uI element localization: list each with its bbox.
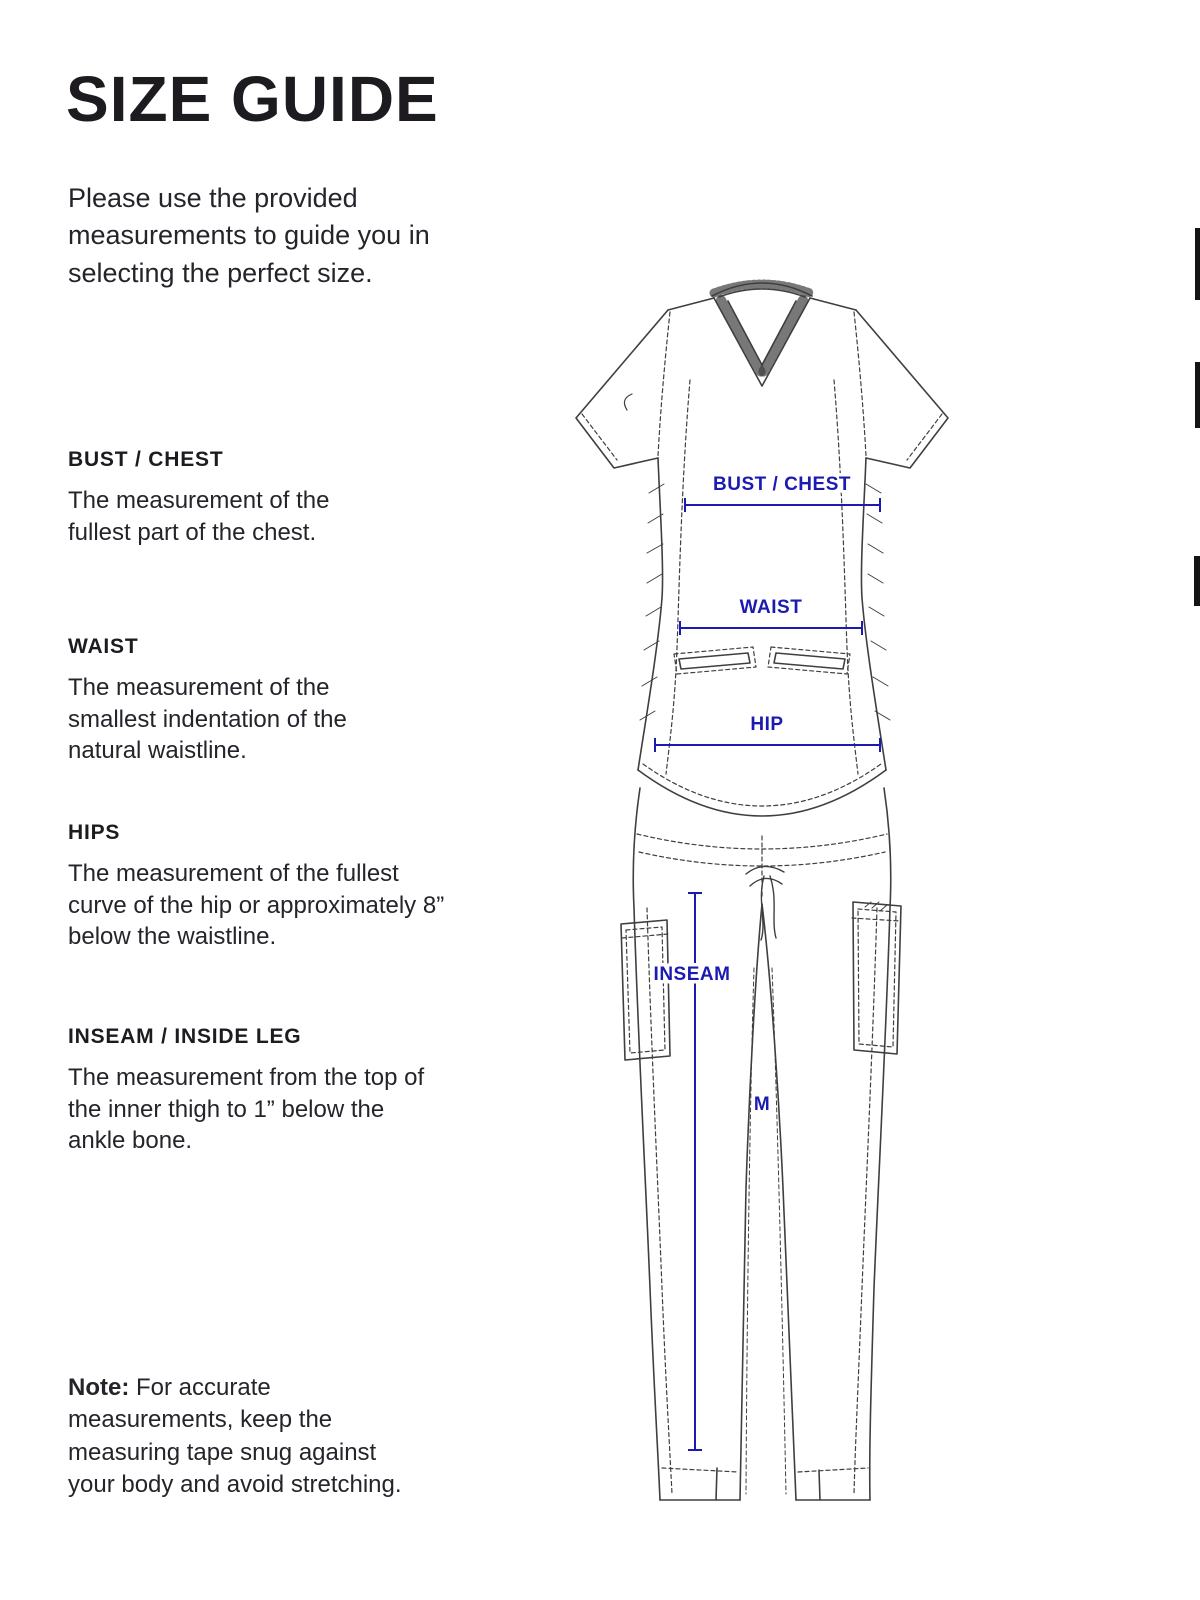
cargo-pocket-right-flap [852, 918, 900, 921]
section-description-bust: The measurement of the fullest part of the chest. [68, 487, 330, 546]
ankle-stitch-left [662, 1468, 738, 1472]
side-seam-stitch-right [854, 908, 877, 1494]
section-hips [68, 821, 463, 953]
bust-measure-line [685, 498, 880, 512]
screen-edge-artifact [1194, 556, 1200, 606]
pants-outer-right [870, 788, 891, 1500]
section-description-hips: The measurement of the fullest curve of the hip or approximately 8” below the waistline. [68, 860, 445, 951]
sleeve-left [576, 310, 668, 468]
sleeve-right-hem-stitch [907, 414, 942, 460]
cargo-pocket-right-stitch [858, 909, 896, 1047]
section-heading-inseam: INSEAM / INSIDE LEG [68, 1025, 302, 1048]
vneck-ribbing-left [721, 300, 762, 374]
screen-edge-artifact [1195, 228, 1200, 300]
ankle-stitch-right [798, 1468, 868, 1472]
hip-measure-label: HIP [750, 714, 784, 735]
armhole-right-stitch [854, 312, 866, 456]
bust-measure-label: BUST / CHEST [713, 474, 851, 495]
screen-edge-artifact [1195, 362, 1200, 428]
shoulder-left [668, 298, 714, 310]
ankle-slit-left [716, 1468, 717, 1500]
section-inseam [68, 1025, 438, 1157]
hip-measure-line [655, 738, 880, 752]
section-bust-chest [68, 448, 373, 548]
waist-measure-line [680, 621, 862, 635]
top-hem [638, 770, 886, 816]
top-hem-stitch [643, 764, 881, 806]
vneck-ribbing-right [762, 300, 803, 374]
intro-text: Please use the provided measurements to guide you in selecting the perfect size. [68, 183, 430, 288]
side-panel-hatch-right [866, 484, 890, 720]
inseam-measure-label: INSEAM [653, 964, 731, 985]
size-marker-label: M [753, 1094, 771, 1115]
section-waist [68, 635, 393, 767]
section-description-inseam: The measurement from the top of the inner thigh to 1” below the ankle bone. [68, 1064, 425, 1155]
section-heading-hips: HIPS [68, 821, 121, 844]
waist-measure-label: WAIST [739, 597, 803, 618]
cargo-pocket-left-stitch [626, 927, 665, 1053]
pants-inner-left [740, 904, 762, 1500]
sleeve-right [856, 310, 948, 468]
welt-pocket-left-stitch [674, 647, 756, 674]
shoulder-right [810, 298, 856, 310]
sleeve-left-hem-stitch [582, 414, 617, 460]
note-text [68, 1372, 420, 1502]
princess-seam-left [666, 380, 690, 774]
princess-seam-right [834, 380, 858, 774]
size-diagram-illustration [520, 268, 1010, 1568]
section-heading-bust: BUST / CHEST [68, 448, 224, 471]
section-heading-waist: WAIST [68, 635, 139, 658]
pants-outer-left [633, 788, 660, 1500]
inseam-stitch-left [746, 968, 754, 1494]
welt-pocket-left [679, 653, 750, 669]
scrub-top-illustration [576, 283, 948, 816]
note-label: Note: [68, 1374, 130, 1401]
cargo-pocket-left-flap [622, 934, 668, 938]
section-description-waist: The measurement of the smallest indentation of the natural waistline. [68, 674, 347, 765]
scrub-pants-illustration [621, 788, 901, 1500]
note-body: For accurate measurements, keep the measuring tape snug against your body and avoid stretching. [68, 1374, 402, 1499]
welt-pocket-right [774, 653, 845, 669]
page-title: SIZE GUIDE [66, 63, 439, 135]
welt-pocket-right-stitch [768, 647, 850, 674]
armhole-left-stitch [658, 312, 670, 456]
ankle-slit-right [819, 1470, 820, 1500]
hanger-loop [624, 394, 632, 410]
